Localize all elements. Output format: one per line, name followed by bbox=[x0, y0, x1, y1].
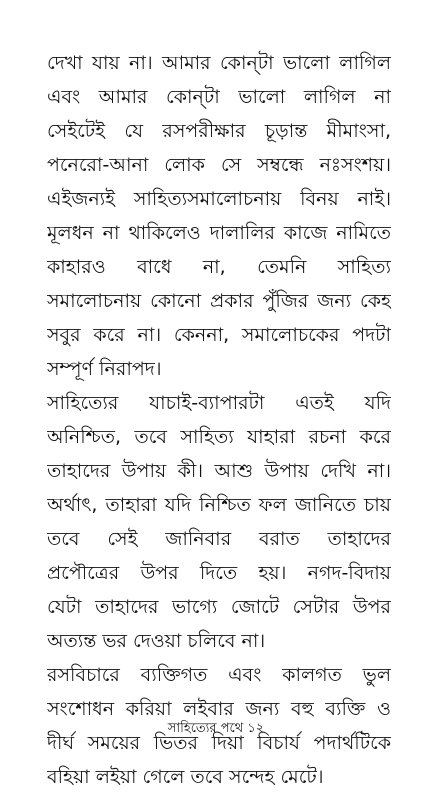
text-line: দেখা যায় না। আমার কোন্‌টা ভালো লাগিল bbox=[47, 52, 391, 74]
text-line: তাহাদের উপায় কী। আশু উপায় দেখি না। bbox=[47, 460, 391, 482]
page-footer: সাহিত্যের পথে ১২ bbox=[167, 721, 265, 736]
text-line: মূলধন না থাকিলেও দালালির কাজে নামিতে bbox=[47, 222, 391, 244]
text-line: সবুর করে না। কেননা, সমালোচকের পদটা bbox=[47, 324, 391, 346]
page-text bbox=[47, 46, 391, 794]
text-line: অর্থাৎ, তাহারা যদি নিশ্চিত ফল জানিতে চায় bbox=[47, 494, 391, 516]
text-line: দীর্ঘ সময়ের ভিতর দিয়া বিচার্য পদার্থটিকে bbox=[47, 732, 391, 754]
text-line: কাহারও বাধে না, তেমনি সাহিত্য bbox=[47, 256, 391, 278]
text-line: এবং আমার কোন্‌টা ভালো লাগিল না bbox=[47, 86, 391, 108]
text-line: সাহিত্যের যাচাই-ব্যাপারটা এতই যদি bbox=[47, 392, 391, 414]
text-line: রসবিচারে ব্যক্তিগত এবং কালগত ভুল bbox=[47, 664, 391, 686]
text-line: যেটা তাহাদের ভাগ্যে জোটে সেটার উপর bbox=[47, 596, 391, 618]
text-line: সম্পূর্ণ নিরাপদ। bbox=[47, 358, 162, 380]
text-line: সমালোচনায় কোনো প্রকার পুঁজির জন্য কেহ bbox=[47, 290, 391, 312]
text-line: তবে সেই জানিবার বরাত তাহাদের bbox=[47, 528, 391, 550]
text-line: সেইটেই যে রসপরীক্ষার চূড়ান্ত মীমাংসা, bbox=[47, 120, 391, 142]
text-line: অত্যন্ত ভর দেওয়া চলিবে না। bbox=[47, 630, 266, 652]
text-line: অনিশ্চিত, তবে সাহিত্য যাহারা রচনা করে bbox=[47, 426, 391, 448]
text-line: পনেরো-আনা লোক সে সম্বন্ধে নঃসংশয়। bbox=[47, 154, 391, 176]
text-line: এইজন্যই সাহিত্যসমালোচনায় বিনয় নাই। bbox=[47, 188, 391, 210]
text-line: সংশোধন করিয়া লইবার জন্য বহু ব্যক্তি ও bbox=[47, 698, 391, 720]
text-line: বহিয়া লইয়া গেলে তবে সন্দেহ মেটে। bbox=[47, 766, 324, 788]
text-line: প্রপৌত্রের উপর দিতে হয়। নগদ-বিদায় bbox=[47, 562, 391, 584]
